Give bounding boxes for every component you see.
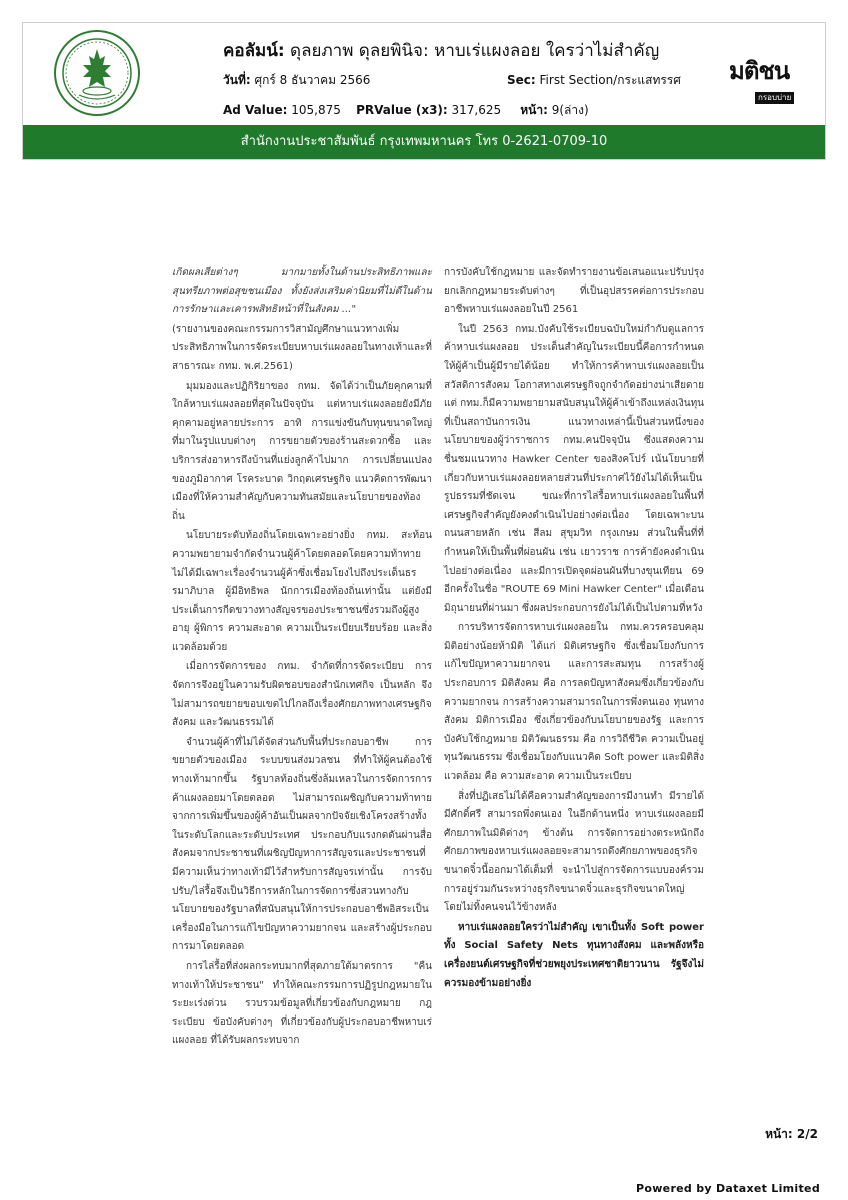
- section-label: Sec:: [507, 73, 536, 87]
- article-paragraph: สิ่งที่ปฏิเสธไม่ได้คือความสำคัญของการมีงานทำ มีรายได้ มีศักดิ์ศรี สามารถพึ่งตนเอง ในอีกด้านหนึ่ง หาบเร่แผงลอยมีศักยภาพในมิติต่างๆ ข้างต้น การจัดการอย่างตระหนักถึงศักยภาพของหาบเร่แผงลอยจะสามารถดึงศักยภาพของธุรกิจขนาดจิ๋วนี้ออกมาได้เต็มที่ จะนำไปสู่การจัดการแบบองค์รวม การอยู่ร่วมกันระหว่างธุรกิจขนาดจิ๋วและธุรกิจขนาดใหญ่ โดยไม่ทิ้งคนจนไว้ข้างหลัง: [444, 790, 704, 914]
- powered-by: Powered by Dataxet Limited: [636, 1182, 820, 1195]
- article-paragraph: การบริหารจัดการหาบเร่แผงลอยใน กทม.ควรครอบคลุมมิติอย่างน้อยห้ามิติ ได้แก่ มิติเศรษฐกิจ ซึ่งเชื่อมโยงกับการแก้ไขปัญหาความยากจน และการสะสมทุน การสร้างผู้ประกอบการ มิติสังคม คือ การลดปัญหาสังคมซึ่งเกี่ยวข้องกับความยากจน การสร้างความสามารถในการพึ่งตนเอง ทุนทางสังคม มิติการเมือง ซึ่งเกี่ยวข้องกับนโยบายของรัฐ และการบังคับใช้กฎหมาย มิติวัฒนธรรม คือ การวิถีชีวิต ความเป็นอยู่ ทุนวัฒนธรรม ซึ่งเชื่อมโยงกับแนวคิด Soft power และมิติสิ่งแวดล้อม คือ ความสะอาด ความเป็นระเบียบ: [444, 622, 704, 783]
- article-paragraph: ในปี 2563 กทม.บังคับใช้ระเบียบฉบับใหม่กำกับดูแลการค้าหาบเร่แผงลอย ประเด็นสำคัญในระเบียบนี้คือการกำหนดให้ผู้ค้าเป็นผู้มีรายได้น้อย ทำให้การค้าหาบเร่แผงลอยเป็นสวัสดิการสังคม โอกาสทางเศรษฐกิจถูกจำกัดอย่างน่าเสียดาย แต่ กทม.ก็มีความพยายามสนับสนุนให้ผู้ค้าเข้าถึงแหล่งเงินทุนที่เป็นสถาบันการเงิน แนวทางเหล่านี้เป็นส่วนหนึ่งของนโยบายของผู้ว่าราชการ กทม.คนปัจจุบัน ซึ่งแสดงความชื่นชมแนวทาง Hawker Center ของสิงคโปร์ เน้นโยบายที่เกี่ยวกับหาบเร่แผงลอยหลายส่วนที่ประกาศไว้ยังไม่ได้เห็นเป็นรูปธรรมที่ชัดเจน ขณะที่การไล่รื้อหาบเร่แผงลอยในพื้นที่เศรษฐกิจสำคัญยังคงดำเนินไปอย่างต่อเนื่อง โดยเฉพาะบนถนนสายหลัก เช่น สีลม สุขุมวิท กรุงเกษม ส่วนในพื้นที่ที่กำหนดให้เป็นพื้นที่ผ่อนผัน เช่น เยาวราช การค้ายังคงดำเนินไปอย่างต่อเนื่อง และมีการเปิดจุดผ่อนผันที่บางขุนเทียน 69 อีกครั้งในชื่อ "ROUTE 69 Mini Hawker Center" เมื่อเดือนมิถุนายนที่ผ่านมา ซึ่งผลประกอบการยังไม่ได้เป็นไปตามที่หวัง: [444, 323, 704, 614]
- article-conclusion: หาบเร่แผงลอยใครว่าไม่สำคัญ เขาเป็นทั้ง Soft power ทั้ง Social Safety Nets ทุนทางสังคม และพลังหรือเครื่องยนต์เศรษฐกิจที่ช่วยพยุงประเทศชาติยาวนาน รัฐจึงไม่ควรมองข้ามอย่างยิ่ง: [444, 921, 704, 989]
- column-title: [223, 37, 659, 64]
- article-paragraph: เกิดผลเสียต่างๆ มากมายทั้งในด้านประสิทธิภาพและสุนทรียภาพต่อสุขชนเมือง ทั้งยังส่งเสริมค่านิยมที่ไม่ดีในด้านการรักษาและเคารพสิทธิหน้าที่ในสังคม ...": [172, 267, 432, 316]
- page-number-label: หน้า:: [765, 1127, 793, 1141]
- page-label: หน้า:: [520, 103, 548, 117]
- section-row: [507, 71, 681, 90]
- column-label: คอลัมน์:: [223, 41, 285, 61]
- page-number: [765, 1125, 818, 1144]
- article-paragraph: นโยบายระดับท้องถิ่นโดยเฉพาะอย่างยิ่ง กทม. สะท้อนความพยายามจำกัดจำนวนผู้ค้าโดยตลอดโดยความท้าทายไม่ได้มีเฉพาะเรื่องจำนวนผู้ค้าซึ่งเชื่อมโยงไปถึงประเด็นธรรมาภิบาล ผู้มีอิทธิพล นักการเมืองท้องถิ่นเท่านั้น แต่ยังมีประเด็นการกีดขวางทางสัญจรของประชาชนซึ่งรวมถึงผู้สูงอายุ ผู้พิการ ความสะอาด ความเป็นระเบียบเรียบร้อย และสิ่งแวดล้อมด้วย: [172, 530, 432, 653]
- agency-banner: สำนักงานประชาสัมพันธ์ กรุงเทพมหานคร โทร 0-2621-0709-10: [23, 125, 825, 159]
- edition-tag: กรอบบ่าย: [755, 92, 794, 104]
- article-paragraph: มุมมองและปฏิกิริยาของ กทม. จัดได้ว่าเป็นภัยคุกคามที่ใกล้หาบเร่แผงลอยที่สุดในปัจจุบัน แต่หาบเร่แผงลอยยังมีภัยคุกคามอยู่หลายประการ อาทิ การแข่งขันกับทุนขนาดใหญ่ที่มาในรูปแบบต่างๆ การขยายตัวของร้านสะดวกซื้อ และบริการส่งอาหารถึงบ้านที่แย่งลูกค้าไปมาก การเปลี่ยนแปลงของภูมิอากาศ โรคระบาด วิกฤตเศรษฐกิจ แนวคิดการพัฒนาเมืองที่ให้ความสำคัญกับความทันสมัยและนโยบายของท้องถิ่น: [172, 380, 432, 522]
- article-paragraph: เมื่อการจัดการของ กทม. จำกัดที่การจัดระเบียบ การจัดการจึงอยู่ในความรับผิดชอบของสำนักเทศกิจ เป็นหลัก จึงไม่สามารถขยายขอบเขตไปไกลถึงเรื่องศักยภาพทางเศรษฐกิจ สังคม และวัฒนธรรมได้: [172, 661, 432, 729]
- value-row: [223, 101, 589, 120]
- bangkok-seal-icon: [53, 29, 141, 117]
- page-number-value: 2/2: [796, 1127, 818, 1141]
- article-paragraph: การไล่รื้อที่ส่งผลกระทบมากที่สุดภายใต้มาตรการ "คืนทางเท้าให้ประชาชน" ทำให้คณะกรรมการปฏิรูปกฎหมายในระยะเร่งด่วน รวบรวมข้อมูลที่เกี่ยวข้องกับกฎหมาย กฎระเบียบ ข้อบังคับต่างๆ ที่เกี่ยวข้องกับผู้ประกอบอาชีพหาบเร่แผงลอย ที่ได้รับผลกระทบจาก: [172, 960, 432, 1047]
- article-paragraph: (รายงานของคณะกรรมการวิสามัญศึกษาแนวทางเพิ่มประสิทธิภาพในการจัดระเบียบหาบเร่แผงลอยในทางเท้าและที่สาธารณะ กทม. พ.ศ.2561): [172, 323, 433, 372]
- date-row: [223, 71, 370, 90]
- article-column-left: [172, 264, 432, 1052]
- date-value: ศุกร์ 8 ธันวาคม 2566: [254, 73, 371, 87]
- newspaper-logo: [729, 57, 815, 104]
- ad-value: 105,875: [291, 103, 341, 117]
- pr-value-label: PRValue (x3):: [356, 103, 448, 117]
- article-paragraph: จำนวนผู้ค้าที่ไม่ได้จัดส่วนกับพื้นที่ประกอบอาชีพ การขยายตัวของเมือง ระบบขนส่งมวลชน ที่ทำให้ผู้คนต้องใช้ทางเท้ามากขึ้น รัฐบาลท้องถิ่นซึ่งล้มเหลวในการจัดการการค้าแผงลอยมาโดยตลอด ไม่สามารถเผชิญกับความท้าทายจากการเพิ่มขึ้นของผู้ค้าอันเป็นผลจากปัจจัยเชิงโครงสร้างทั้งในระดับโลกและระดับประเทศ ประกอบกับแรงกดดันผ่านสื่อสังคมจากประชาชนที่เผชิญปัญหาการสัญจรและประชาชนที่มีความเห็นว่าทางเท้ามีไว้สำหรับการสัญจรเท่านั้น การจับปรับ/ไล่รื้อจึงเป็นวิธีการหลักในการจัดการซึ่งสวนทางกับนโยบายของรัฐบาลที่สนับสนุนให้การประกอบอาชีพอิสระเป็นเครื่องมือในการแก้ไขปัญหาความยากจน และสร้างผู้ประกอบการมาโดยตลอด: [172, 736, 432, 953]
- article-column-right: [444, 264, 704, 994]
- section-value: First Section/กระแสทรรศ: [539, 73, 681, 87]
- article-paragraph: การบังคับใช้กฎหมาย และจัดทำรายงานข้อเสนอแนะปรับปรุง ยกเลิกกฎหมายระดับต่างๆ ที่เป็นอุปสรรคต่อการประกอบอาชีพหาบเร่แผงลอยในปี 2561: [444, 267, 704, 316]
- pr-value: 317,625: [451, 103, 502, 117]
- date-label: วันที่:: [223, 73, 251, 87]
- page-value: 9(ล่าง): [551, 103, 589, 117]
- newspaper-name: มติชน: [729, 57, 790, 85]
- ad-value-label: Ad Value:: [223, 103, 288, 117]
- column-title-text: ดุลยภาพ ดุลยพินิจ: หาบเร่แผงลอย ใครว่าไม่สำคัญ: [290, 41, 660, 61]
- clipping-header: [22, 22, 826, 160]
